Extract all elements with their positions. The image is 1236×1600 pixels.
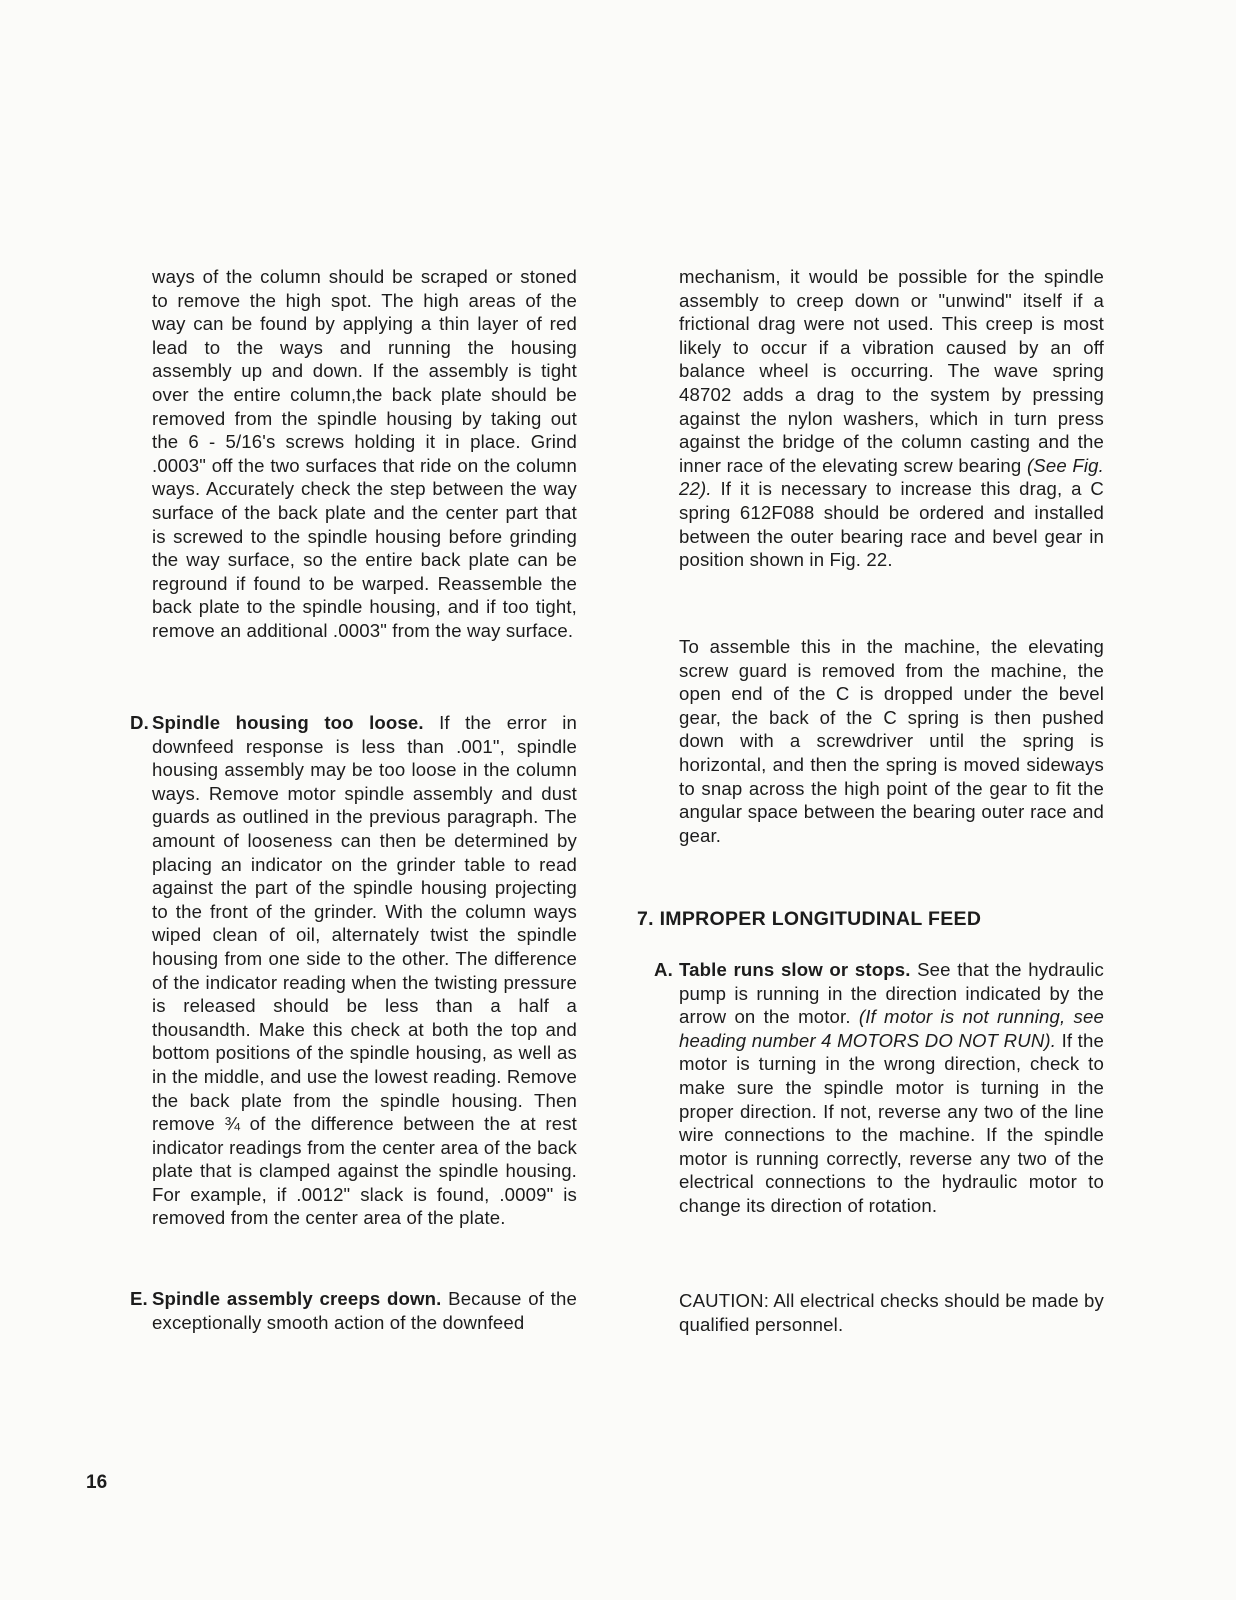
right-paragraph-1 (679, 265, 1104, 572)
item-d-heading: Spindle housing too loose. (152, 712, 424, 733)
right-paragraph-1-a: mechanism, it would be possible for the spindle assembly to creep down or "unwind" itself if a frictional drag were not used. This creep is most likely to occur if a vibration caused by an off balance wheel is occurring. The wave spring 48702 adds a drag to the system by pressing against the nylon washers, which in turn press against the bridge of the column casting and the inner race of the elevating screw bearing (679, 266, 1104, 476)
item-a-text-b: If the motor is turning in the wrong direction, check to make sure the spindle motor is turning in the proper direction. If not, reverse any two of the line wire connections to the machine. If the spindle motor is running correctly, reverse any two of the electrical connections to the hydraulic motor to change its direction of rotation. (679, 1029, 1104, 1216)
right-column (679, 265, 1104, 846)
item-d (130, 711, 577, 1230)
item-e-text: Because of the exceptionally smooth action of the downfeed (152, 1288, 577, 1333)
item-e-label: E. (130, 1288, 148, 1309)
item-a-text-italic: (If motor is not running, see heading number 4 MOTORS DO NOT RUN). (679, 1006, 1104, 1051)
item-d-text: If the error in downfeed response is less than .001", spindle housing assembly may be too loose in the column ways. Remove motor spindle assembly and dust guards as outlined in the previous paragraph. The amount of looseness can then be determined by placing an indicator on the grinder table to read against the part of the spindle housing projecting to the front of the grinder. With the column ways wiped clean of oil, alternately twist the spindle housing from one side to the other. The difference of the indicator reading when the twisting pressure is released should be less than a half a thousandth. Make this check at both the top and bottom positions of the spindle housing, as well as in the middle, and use the lowest reading. Remove the back plate from the spindle housing. Then remove ¾ of the difference between the at rest indicator readings from the center area of the back plate that is clamped against the spindle housing. For example, if .0012" slack is found, .0009" is removed from the center area of the plate. (152, 712, 577, 1229)
section-heading: 7. IMPROPER LONGITUDINAL FEED (637, 908, 982, 930)
figure-reference: (See Fig. 22). (679, 454, 1104, 500)
left-intro-paragraph: ways of the column should be scraped or stoned to remove the high spot. The high areas of the way can be found by applying a thin layer of red lead to the ways and running the housing assembly up and down. If the assembly is tight over the entire column,the back plate should be removed from the spindle housing by taking out the 6 - 5/16's screws holding it in place. Grind .0003" off the two surfaces that ride on the column ways. Accurately check the step between the way surface of the back plate and the center part that is screwed to the spindle housing before grinding the way surface, so the entire back plate can be reground if found to be warped. Reassemble the back plate to the spindle housing, and if too tight, remove an additional .0003" from the way surface. (152, 266, 577, 641)
item-a-text-a: See that the hydraulic pump is running in the direction indicated by the arrow on the motor. (679, 959, 1104, 1028)
right-paragraph-1-b: If it is necessary to increase this drag, a C spring 612F088 should be ordered and installed between the outer bearing race and bevel gear in position shown in Fig. 22. (679, 478, 1104, 571)
item-e-heading: Spindle assembly creeps down. (152, 1288, 442, 1309)
item-d-label: D. (130, 712, 149, 733)
caution-note: CAUTION: All electrical checks should be made by qualified personnel. (679, 1290, 1104, 1335)
item-a-label: A. (654, 959, 673, 980)
right-paragraph-2: To assemble this in the machine, the elevating screw guard is removed from the machine, the open end of the C is dropped under the bevel gear, the back of the C spring is then pushed down with a screwdriver until the spring is horizontal, and then the spring is moved sideways to snap across the high point of the gear to fit the angular space between the bearing outer race and gear. (679, 636, 1104, 846)
page-number: 16 (86, 1472, 108, 1493)
item-e (130, 1287, 577, 1334)
item-a (654, 958, 1104, 1218)
item-a-heading: Table runs slow or stops. (679, 959, 911, 980)
left-column (130, 265, 577, 1333)
